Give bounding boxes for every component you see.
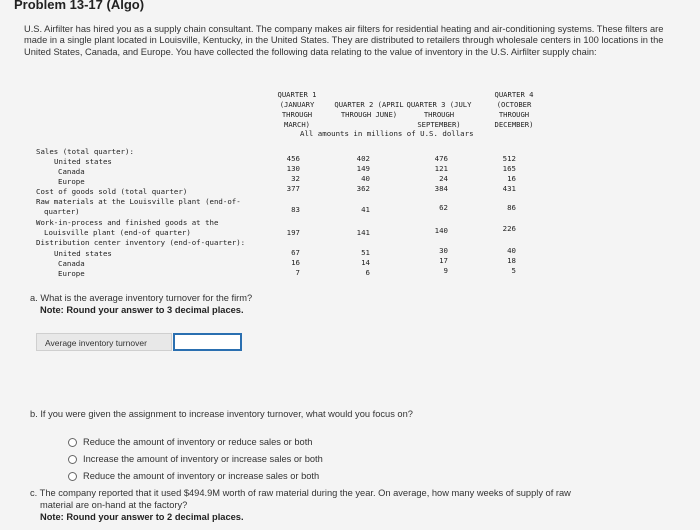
- option-increase-inventory-increase-sales[interactable]: [68, 454, 323, 464]
- table-cell: 14: [361, 258, 370, 267]
- table-cell: 141: [356, 228, 370, 237]
- table-cell: 67: [291, 248, 300, 257]
- table-cell: 384: [434, 184, 448, 193]
- option-label: Increase the amount of inventory or increase sales or both: [83, 454, 323, 464]
- table-cell: 18: [507, 256, 516, 265]
- table-cell: 51: [361, 248, 370, 257]
- note-text: Note: Round your answer to 3 decimal places.: [40, 305, 244, 315]
- table-cell: 197: [286, 228, 300, 237]
- table-cell: 7: [295, 268, 300, 277]
- table-cell: 226: [502, 224, 516, 233]
- answer-field-label: Average inventory turnover: [36, 333, 172, 351]
- table-cell: 165: [502, 164, 516, 173]
- table-cell: 16: [291, 258, 300, 267]
- table-cell: 24: [439, 174, 448, 183]
- row-label: Cost of goods sold (total quarter): [36, 187, 188, 196]
- table-cell: 6: [365, 268, 370, 277]
- table-cell: 377: [286, 184, 300, 193]
- row-label: United states: [54, 249, 112, 258]
- table-cell: 362: [356, 184, 370, 193]
- row-label: Raw materials at the Louisville plant (end-of-: [36, 197, 241, 206]
- radio-icon[interactable]: [68, 438, 77, 447]
- option-label: Reduce the amount of inventory or increase sales or both: [83, 471, 320, 481]
- table-cell: 83: [291, 205, 300, 214]
- row-label: quarter): [44, 207, 80, 216]
- row-label: Louisville plant (end-of quarter): [44, 228, 191, 237]
- question-c-note: [40, 512, 244, 522]
- table-cell: 32: [291, 174, 300, 183]
- table-cell: 402: [356, 154, 370, 163]
- table-cell: 30: [439, 246, 448, 255]
- table-cell: 140: [434, 226, 448, 235]
- table-cell: 476: [434, 154, 448, 163]
- table-cell: 512: [502, 154, 516, 163]
- header-q1: QUARTER 1 (JANUARY THROUGH MARCH): [277, 90, 317, 129]
- table-cell: 130: [286, 164, 300, 173]
- table-cell: 40: [507, 246, 516, 255]
- question-a: a. What is the average inventory turnover for the firm?: [30, 293, 253, 303]
- row-label: Distribution center inventory (end-of-quarter):: [36, 238, 246, 247]
- table-cell: 121: [434, 164, 448, 173]
- row-label: United states: [54, 157, 112, 166]
- table-cell: 9: [443, 266, 448, 275]
- row-label: Work-in-process and finished goods at the: [36, 218, 219, 227]
- table-cell: 16: [507, 174, 516, 183]
- table-cell: 17: [439, 256, 448, 265]
- row-label: Canada: [58, 259, 85, 268]
- table-cell: 456: [286, 154, 300, 163]
- row-label: Europe: [58, 269, 85, 278]
- option-reduce-inventory-increase-sales[interactable]: [68, 471, 319, 481]
- radio-icon[interactable]: [68, 472, 77, 481]
- option-label: Reduce the amount of inventory or reduce sales or both: [83, 437, 313, 447]
- table-cell: 41: [361, 205, 370, 214]
- question-c-line1: c. The company reported that it used $494.9M worth of raw material during the year. On average, how many weeks of supply of raw: [30, 488, 571, 498]
- header-q4: QUARTER 4 (OCTOBER THROUGH DECEMBER): [494, 90, 534, 129]
- table-cell: 62: [439, 203, 448, 212]
- table-cell: 5: [511, 266, 516, 275]
- note-text: Note: Round your answer to 2 decimal places.: [40, 512, 244, 522]
- question-c-line2: material are on-hand at the factory?: [40, 500, 188, 510]
- header-q2: QUARTER 2 (APRIL THROUGH JUNE): [334, 100, 404, 119]
- table-cell: 86: [507, 203, 516, 212]
- header-q3: QUARTER 3 (JULY THROUGH SEPTEMBER): [406, 100, 472, 129]
- question-b: b. If you were given the assignment to increase inventory turnover, what would you focus on?: [30, 409, 413, 419]
- problem-intro: U.S. Airfilter has hired you as a supply chain consultant. The company makes air filters for residential heating and air-conditioning systems. These filters are made in a single plant located in Louisville, Kentucky, in the United States. They are distributed to retailers through wholesale centers in 100 locations in the United States, Canada, and Europe. You have collected the following data relating to the value of inventory in the U.S. Airfilter supply chain:: [24, 24, 664, 57]
- average-inventory-turnover-input[interactable]: [173, 333, 242, 351]
- table-cell: 40: [361, 174, 370, 183]
- row-label: Canada: [58, 167, 85, 176]
- question-a-note: [40, 305, 244, 315]
- row-label: Sales (total quarter):: [36, 147, 134, 156]
- table-cell: 149: [356, 164, 370, 173]
- problem-title: Problem 13-17 (Algo): [14, 0, 145, 12]
- option-reduce-inventory-reduce-sales[interactable]: [68, 437, 312, 447]
- table-cell: 431: [502, 184, 516, 193]
- units-note: All amounts in millions of U.S. dollars: [300, 129, 474, 138]
- radio-icon[interactable]: [68, 455, 77, 464]
- row-label: Europe: [58, 177, 85, 186]
